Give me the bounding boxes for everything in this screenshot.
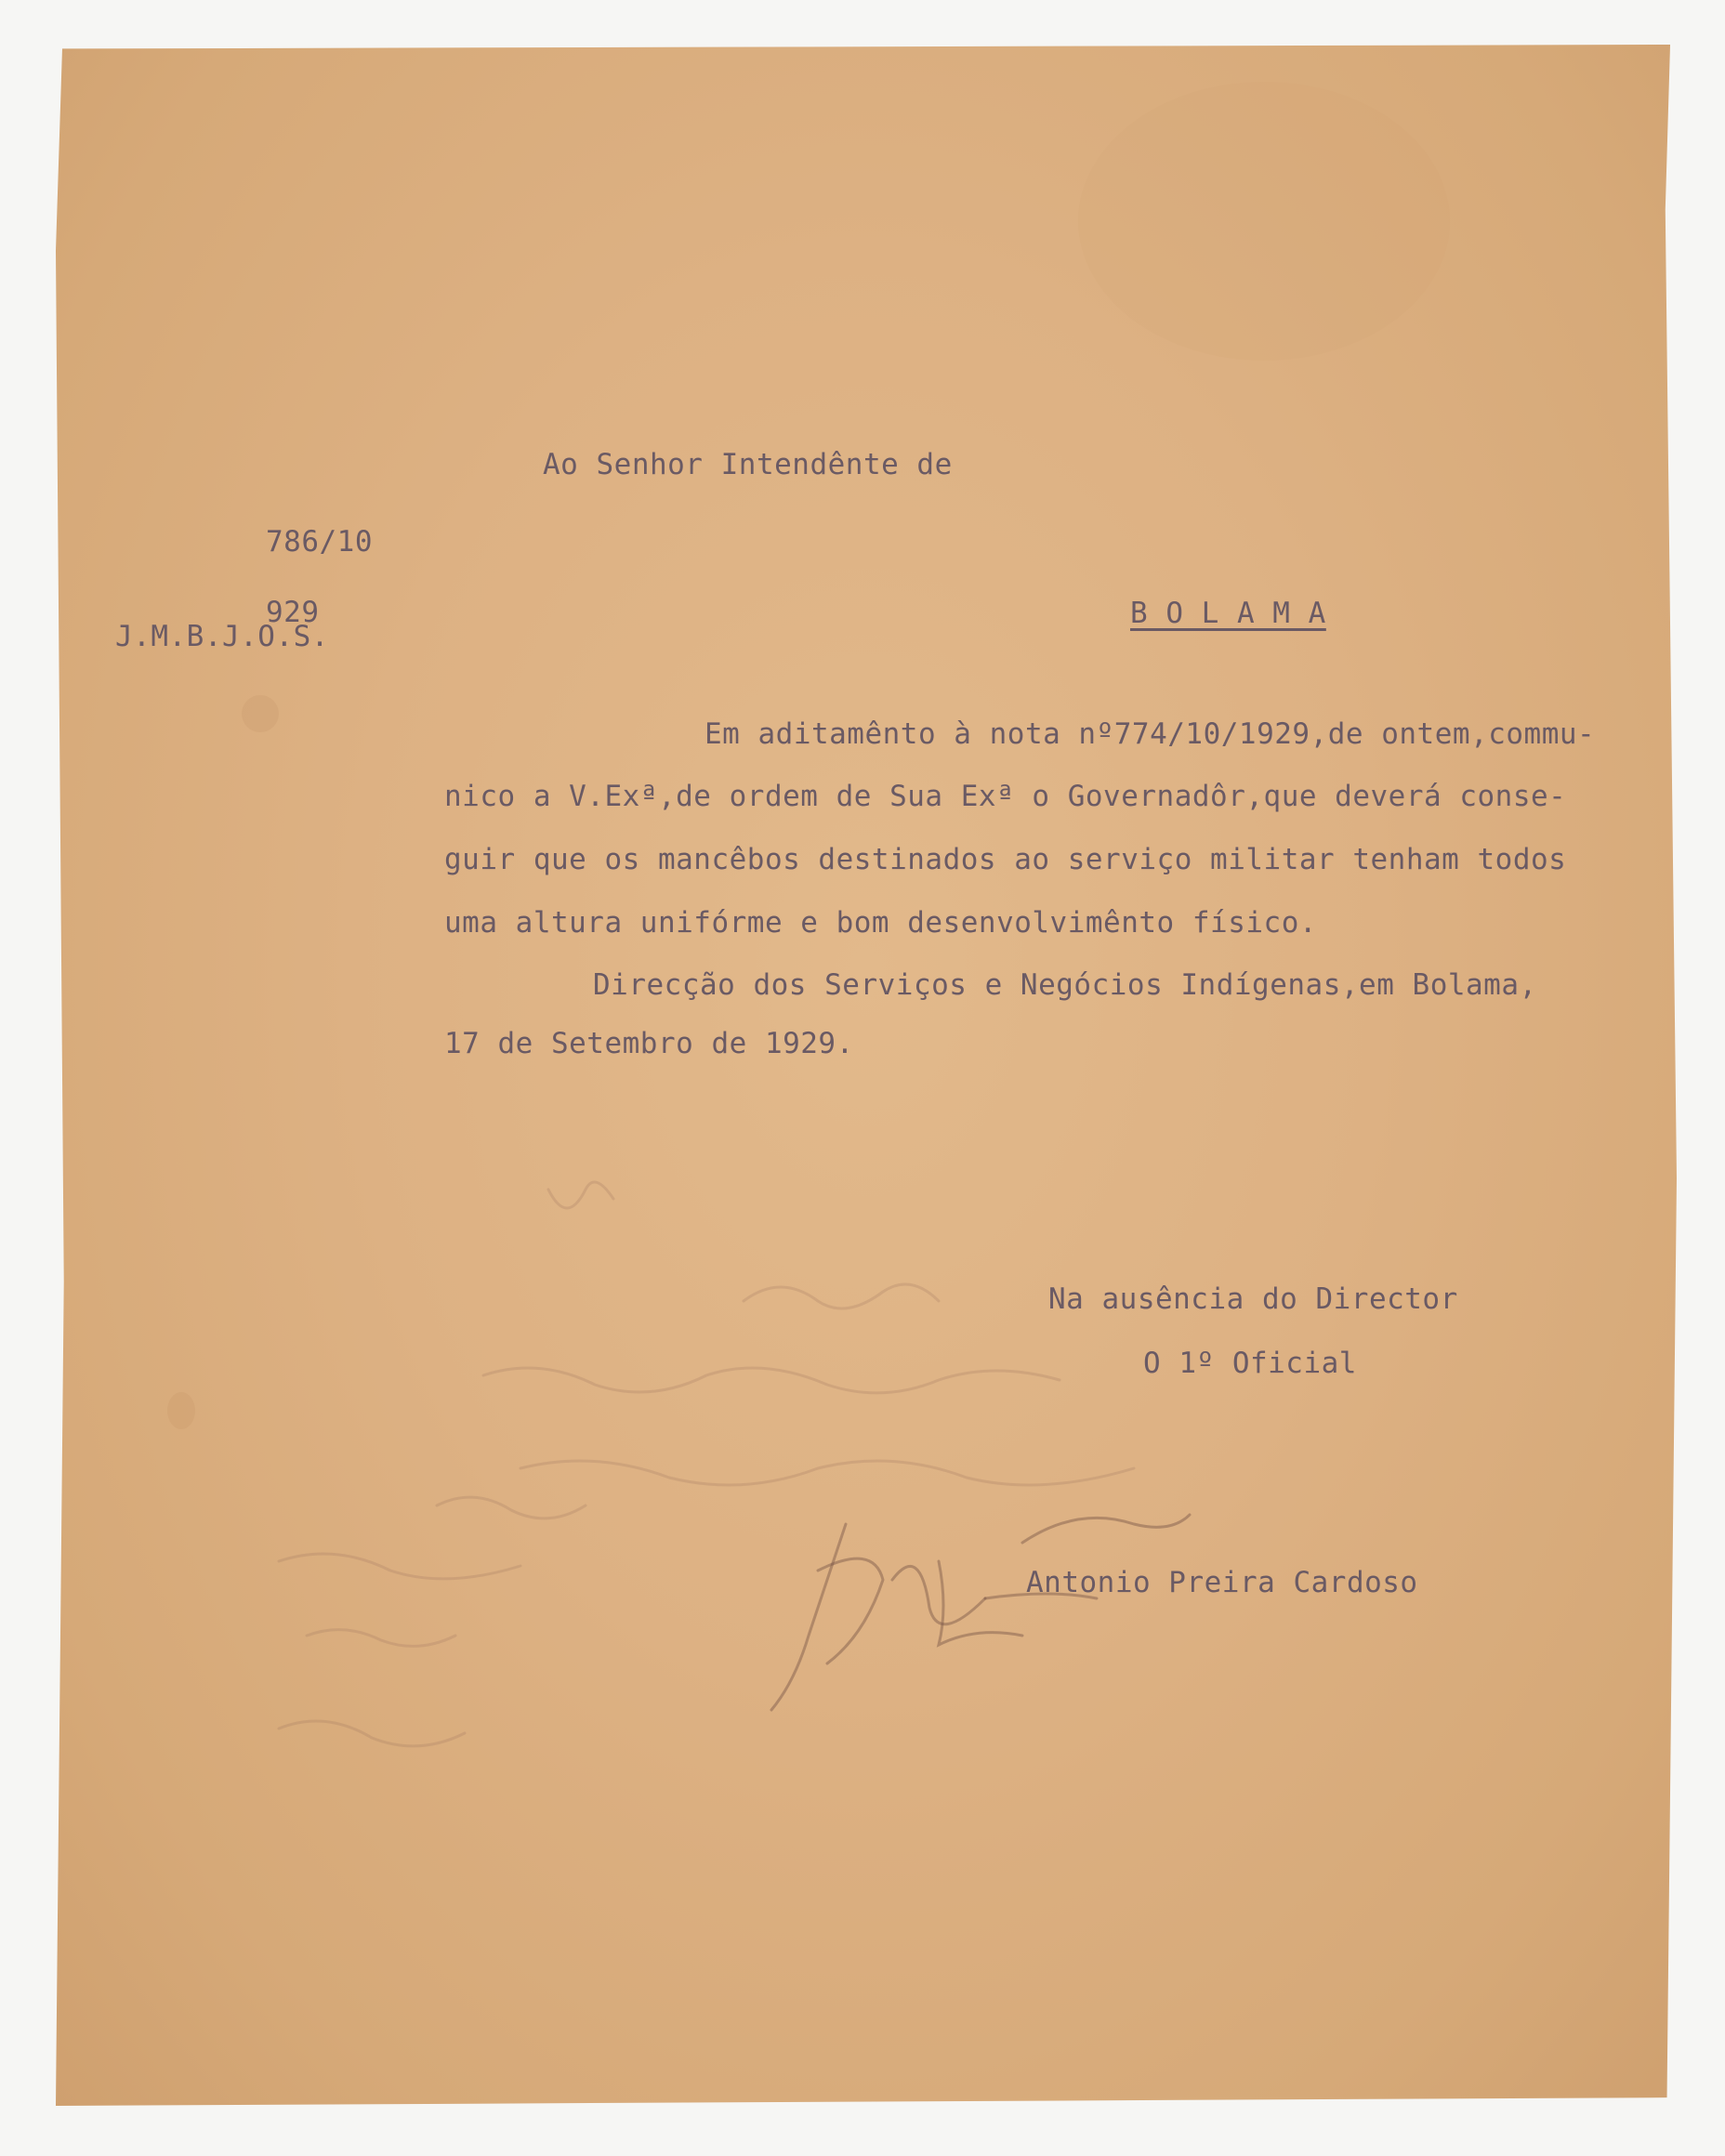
- closing-place-line: Direcção dos Serviços e Negócios Indígenas,em Bolama,: [593, 968, 1537, 1002]
- body-line: Em aditamênto à nota nº774/10/1929,de ontem,commu-: [704, 717, 1596, 751]
- signature-office-line: O 1º Oficial: [1143, 1347, 1357, 1380]
- signature-title-line: Na ausência do Director: [1048, 1282, 1458, 1316]
- closing-date-line: 17 de Setembro de 1929.: [444, 1027, 854, 1060]
- body-line: nico a V.Exª,de ordem de Sua Exª o Governadôr,que deverá conse-: [444, 780, 1567, 813]
- reference-number-main: 786/10: [266, 524, 373, 559]
- addressee-place: B O L A M A: [1130, 597, 1326, 630]
- addressee-line: Ao Senhor Intendênte de: [543, 448, 953, 481]
- body-line: uma altura unifórme e bom desenvolvimênto físico.: [444, 906, 1318, 940]
- reference-number-year: 929: [266, 596, 320, 630]
- signatory-name: Antonio Preira Cardoso: [1026, 1566, 1418, 1599]
- initials: J.M.B.J.O.S.: [115, 620, 329, 653]
- body-line: guir que os mancêbos destinados ao serviço militar tenham todos: [444, 843, 1567, 876]
